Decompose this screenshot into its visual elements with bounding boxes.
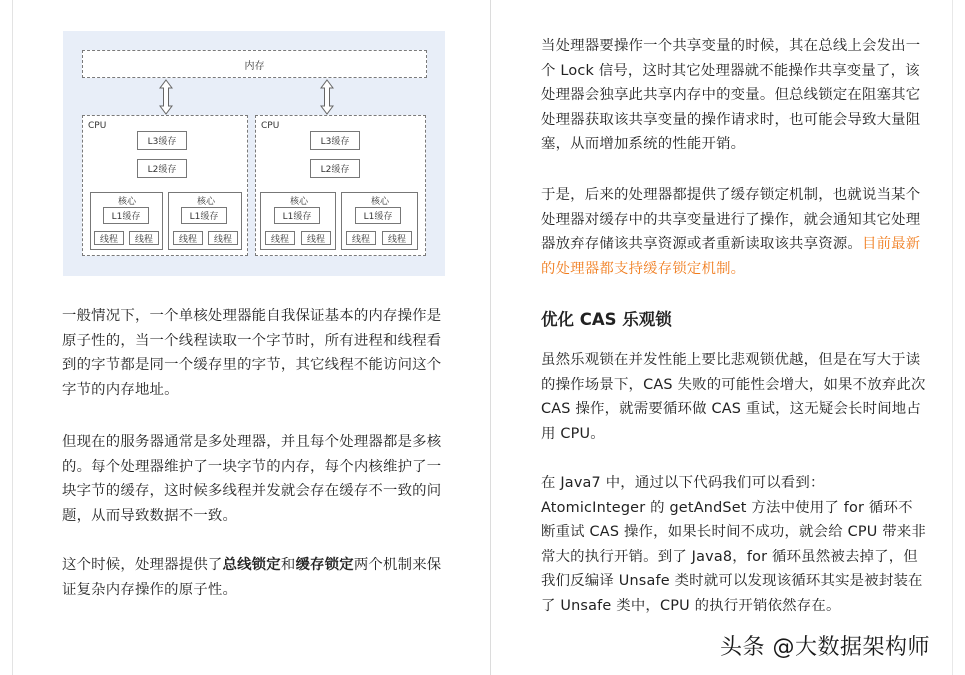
l2-cache: L2缓存 <box>310 159 360 178</box>
cpu-cache-diagram <box>63 31 445 276</box>
thread-box: 线程 <box>173 231 203 245</box>
text-run: 这个时候，处理器提供了 <box>62 557 223 573</box>
watermark: 头条 @大数据架构师 <box>720 635 930 660</box>
core-box <box>260 192 336 250</box>
paragraph: 在 Java7 中，通过以下代码我们可以看到：AtomicInteger 的 getAndSet 方法中使用了 for 循环不断重试 CAS 操作，如果长时间不成功，就会给 CPU 带来非常大的执行开销。到了 Java8，for 循环虽然被去掉了，但我们反编译 Unsafe 类时就可以发现该循环其实是被封装在了 Unsafe 类中，CPU 的执行开销依然存在。 <box>541 475 926 614</box>
core-label: 核心 <box>290 197 309 207</box>
section-heading: 优化 CAS 乐观锁 <box>541 310 672 329</box>
core-label: 核心 <box>197 197 216 207</box>
page-divider <box>490 0 491 675</box>
l3-cache: L3缓存 <box>137 131 187 150</box>
l1-cache: L1缓存 <box>355 207 401 224</box>
cpu-label: CPU <box>261 121 280 131</box>
thread-box: 线程 <box>346 231 376 245</box>
cpu-box <box>255 115 426 256</box>
double-arrow-icon <box>159 79 173 115</box>
l2-cache: L2缓存 <box>137 159 187 178</box>
text-run: 两个机制来保证复杂内存操作的原子性。 <box>62 557 442 598</box>
thread-box: 线程 <box>208 231 238 245</box>
core-label: 核心 <box>118 197 137 207</box>
cpu-label: CPU <box>88 121 107 131</box>
l3-cache: L3缓存 <box>310 131 360 150</box>
l1-cache: L1缓存 <box>181 207 227 224</box>
paragraph: 当处理器要操作一个共享变量的时候，其在总线上会发出一个 Lock 信号，这时其它处理器就不能操作共享变量了，该处理器会独享此共享内存中的变量。但总线锁定在阻塞其它处理器获取该共享变量的操作请求时，也可能会导致大量阻塞，从而增加系统的性能开销。 <box>541 38 921 152</box>
core-box <box>90 192 163 250</box>
paragraph: 一般情况下，一个单核处理器能自我保证基本的内存操作是原子性的，当一个线程读取一个字节时，所有进程和线程看到的字节都是同一个缓存里的字节，其它线程不能访问这个字节的内存地址。 <box>62 308 442 398</box>
bold-term: 总线锁定 <box>222 557 281 573</box>
memory-box: 内存 <box>82 50 427 78</box>
double-arrow-icon <box>320 79 334 115</box>
bold-term: 缓存锁定 <box>295 557 354 573</box>
thread-box: 线程 <box>94 231 124 245</box>
core-label: 核心 <box>371 197 390 207</box>
l1-cache: L1缓存 <box>103 207 149 224</box>
highlight-text: 目前最新的处理器都支持缓存锁定机制。 <box>541 236 921 277</box>
text-run: 和 <box>280 557 296 573</box>
thread-box: 线程 <box>301 231 331 245</box>
cpu-box <box>82 115 248 256</box>
thread-box: 线程 <box>382 231 412 245</box>
core-box <box>341 192 418 250</box>
paragraph: 但现在的服务器通常是多处理器，并且每个处理器都是多核的。每个处理器维护了一块字节的内存，每个内核维护了一块字节的缓存，这时候多线程并发就会存在缓存不一致的问题，从而导致数据不一致。 <box>62 434 442 524</box>
page-edge-right <box>952 0 953 675</box>
paragraph: 虽然乐观锁在并发性能上要比悲观锁优越，但是在写大于读的操作场景下，CAS 失败的可能性会增大，如果不放弃此次 CAS 操作，就需要循环做 CAS 重试，这无疑会长时间地占用 CPU。 <box>541 352 926 442</box>
page-edge-left <box>12 0 13 675</box>
paragraph <box>62 553 447 602</box>
core-box <box>168 192 242 250</box>
l1-cache: L1缓存 <box>274 207 320 224</box>
text-run: 于是，后来的处理器都提供了缓存锁定机制，也就说当某个处理器对缓存中的共享变量进行了操作，就会通知其它处理器放弃存储该共享资源或者重新读取该共享资源。 <box>541 187 921 252</box>
thread-box: 线程 <box>129 231 159 245</box>
thread-box: 线程 <box>265 231 295 245</box>
paragraph <box>541 183 926 281</box>
